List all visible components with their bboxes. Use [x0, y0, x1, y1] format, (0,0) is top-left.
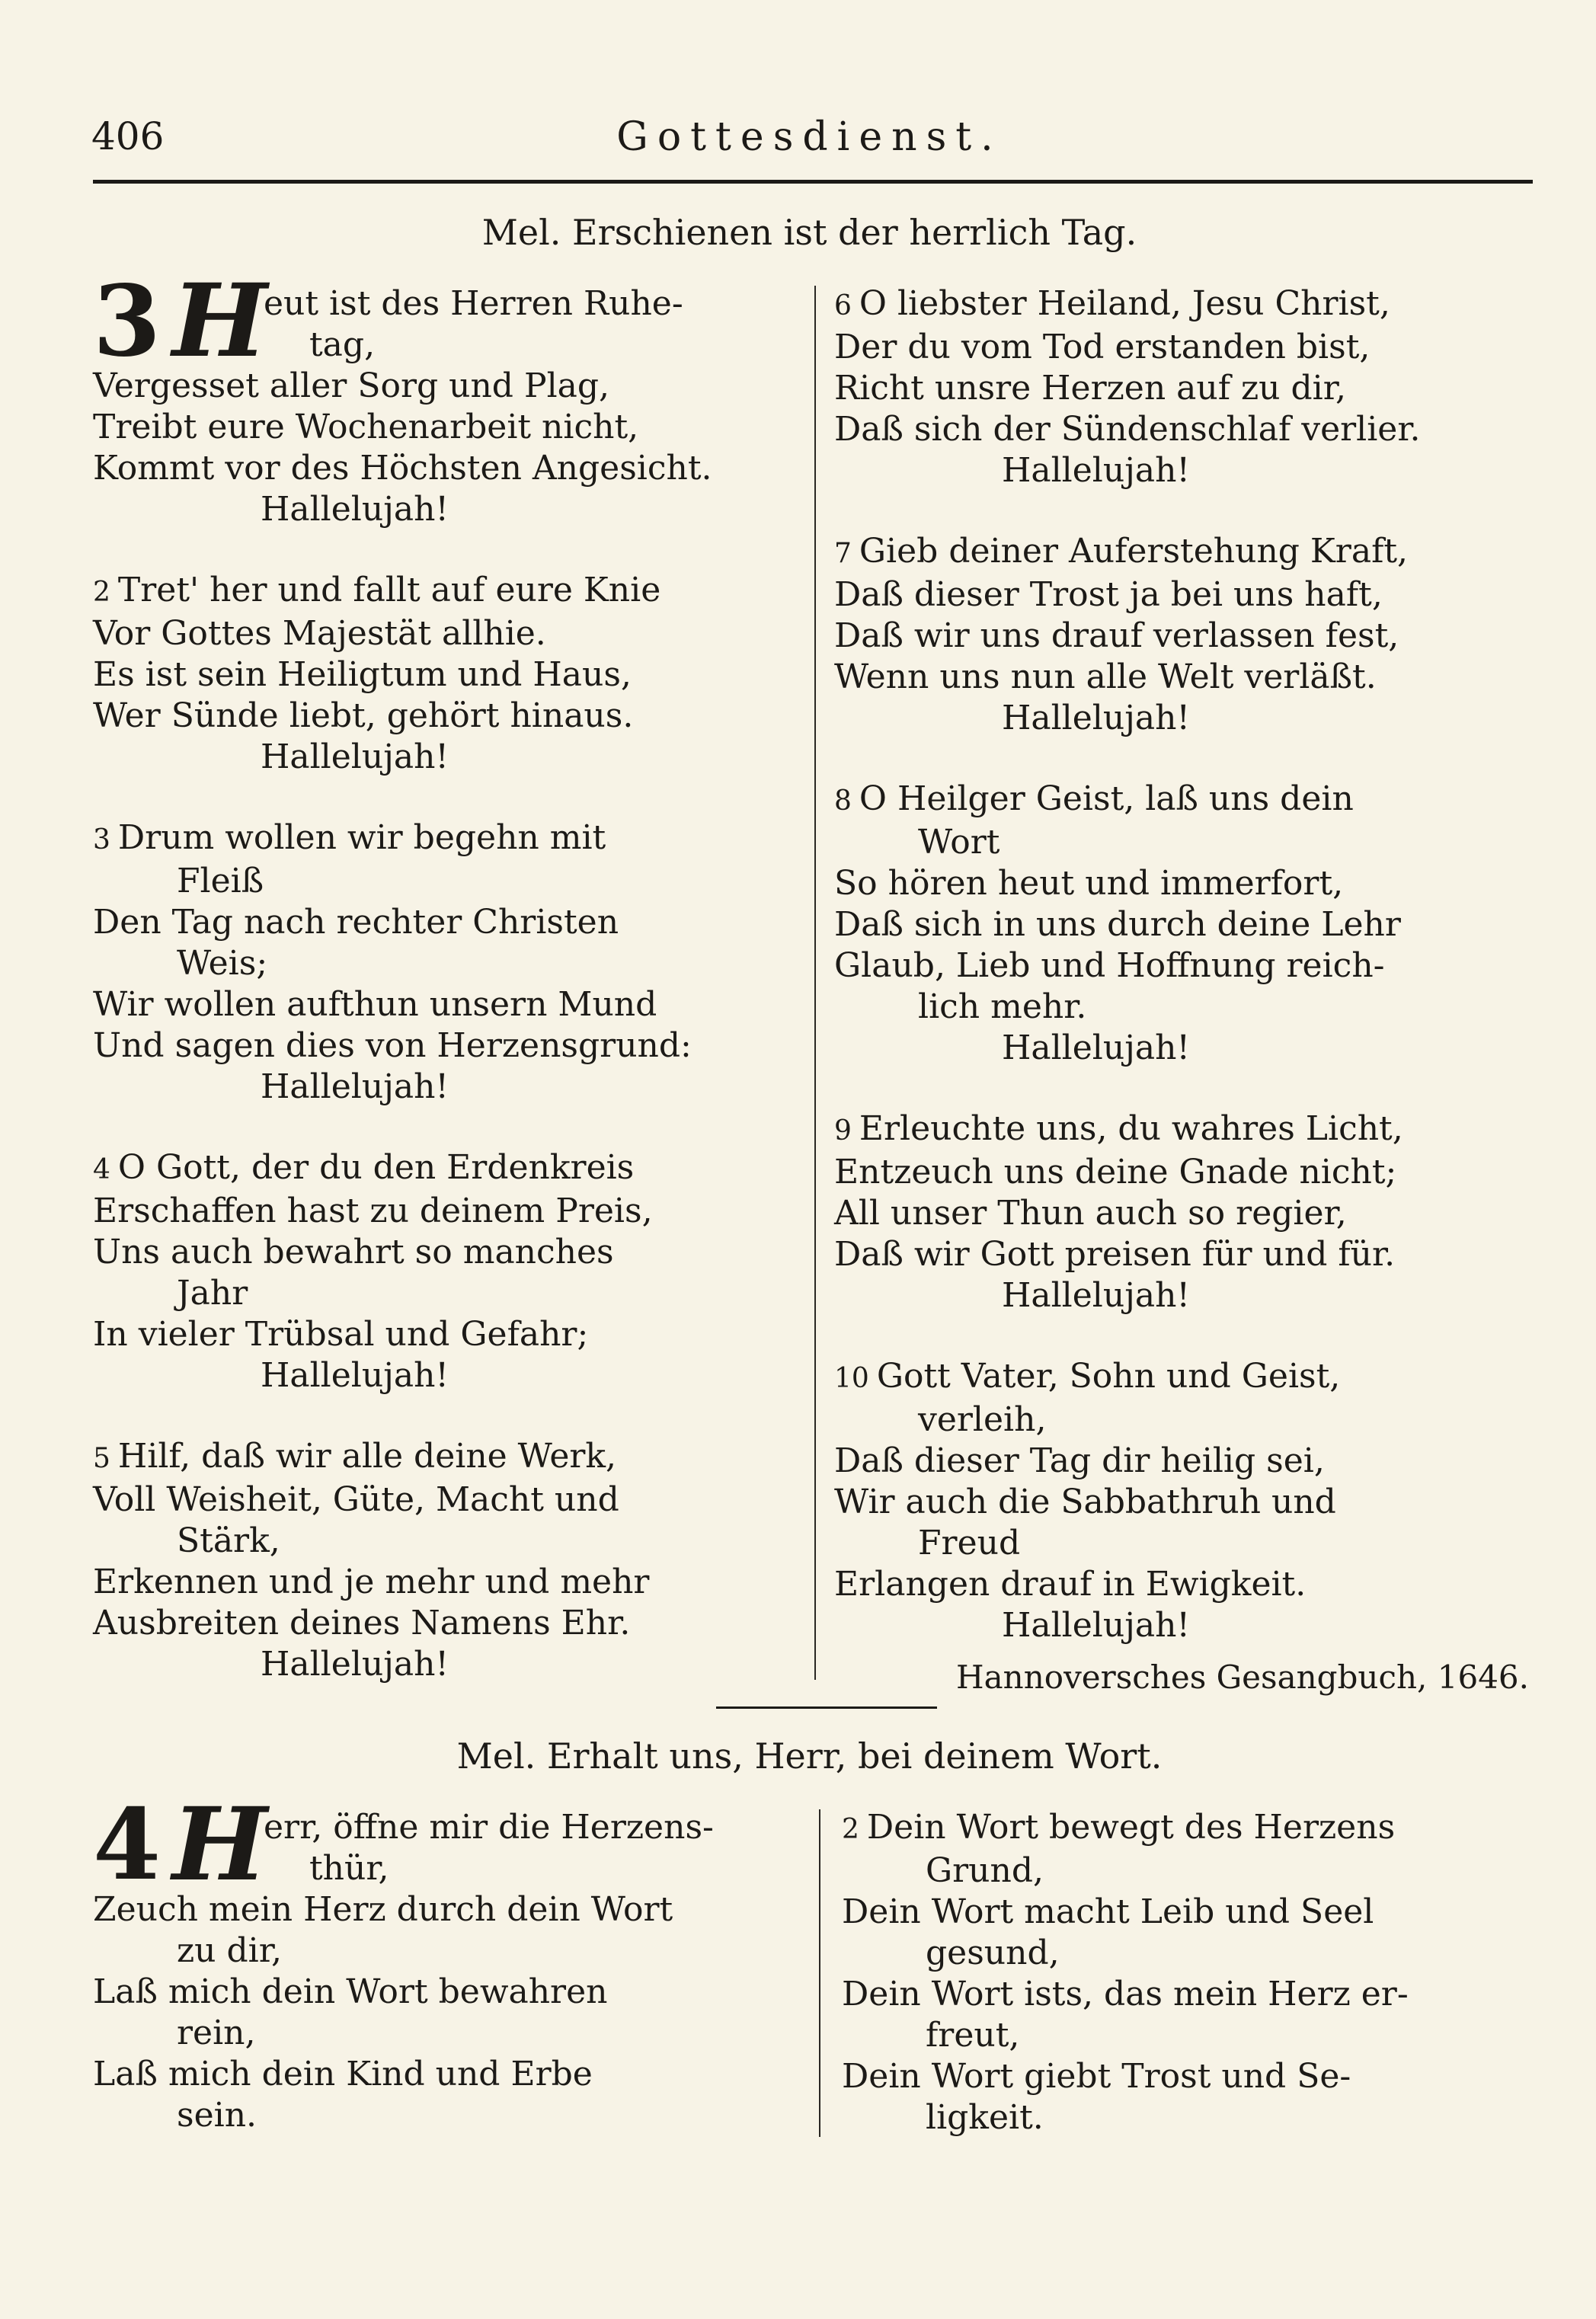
- verse-line: Richt unsre Herzen auf zu dir,: [834, 369, 1346, 408]
- refrain: Hallelujah!: [261, 1067, 449, 1106]
- verse-line: Weis;: [177, 944, 268, 983]
- verse-line: Gieb deiner Auferstehung Kraft,: [859, 532, 1409, 571]
- verse-line: Voll Weisheit, Güte, Macht und: [93, 1480, 619, 1519]
- stanza-number: 10: [834, 1363, 869, 1394]
- verse-line: Dein Wort ists, das mein Herz er-: [842, 1975, 1409, 2014]
- verse-line: rein,: [177, 2014, 256, 2052]
- refrain: Hallelujah!: [1002, 1028, 1191, 1067]
- verse-line: Erleuchte uns, du wahres Licht,: [859, 1109, 1403, 1148]
- refrain: Hallelujah!: [1002, 1276, 1191, 1315]
- verse-line: Daß sich in uns durch deine Lehr: [834, 905, 1401, 944]
- hymn-4-stanza-2: [842, 1807, 1543, 2138]
- page-header: [91, 108, 1527, 163]
- verse-line: tag,: [309, 325, 376, 364]
- hymn-3-left-column: [93, 262, 801, 1725]
- verse-line: Erkennen und je mehr und mehr: [93, 1563, 650, 1601]
- verse-line: In vieler Trübsal und Gefahr;: [93, 1315, 589, 1354]
- hymn-4-stanza-1: [93, 1786, 801, 2136]
- verse-line: Treibt eure Wochenarbeit nicht,: [93, 408, 639, 446]
- hymn-3-right-column: [834, 283, 1543, 1698]
- hymn-number: 4: [93, 1788, 162, 1902]
- verse-line: Vor Gottes Majestät allhie.: [93, 614, 546, 653]
- verse-line: Wer Sünde liebt, gehört hinaus.: [93, 696, 634, 735]
- hymn-3-stanza-2: [93, 570, 801, 778]
- hymn-3-stanza-10: [834, 1356, 1543, 1646]
- verse-line: Laß mich dein Wort bewahren: [93, 1972, 608, 2011]
- hymn-4-right-column: [842, 1807, 1543, 2178]
- verse-line: So hören heut und immerfort,: [834, 864, 1344, 903]
- verse-line: O Gott, der du den Erdenkreis: [117, 1148, 635, 1187]
- verse-line: Freud: [918, 1524, 1021, 1563]
- verse-line: Tret' her und fallt auf eure Knie: [117, 571, 661, 609]
- verse-line: Jahr: [177, 1274, 248, 1313]
- refrain: Hallelujah!: [261, 1356, 449, 1395]
- hymn-3-stanza-8: [834, 779, 1543, 1069]
- hymn-3-stanza-4: [93, 1147, 801, 1396]
- verse-line: verleih,: [918, 1400, 1047, 1439]
- page-number: 406: [91, 114, 165, 158]
- verse-line: Daß dieser Trost ja bei uns haft,: [834, 575, 1383, 614]
- hymn-3-melody: Mel. Erschienen ist der herrlich Tag.: [481, 212, 1137, 253]
- verse-line: Fleiß: [177, 862, 264, 900]
- verse-line: sein.: [177, 2096, 257, 2135]
- verse-line: freut,: [926, 2016, 1020, 2055]
- verse-line: Wir wollen aufthun unsern Mund: [93, 985, 657, 1024]
- verse-line: Dein Wort giebt Trost und Se-: [842, 2057, 1351, 2096]
- verse-line: Daß dieser Tag dir heilig sei,: [834, 1441, 1325, 1480]
- refrain: Hallelujah!: [1002, 699, 1191, 737]
- verse-line: Dein Wort bewegt des Herzens: [866, 1808, 1396, 1847]
- verse-line: Den Tag nach rechter Christen: [93, 903, 619, 942]
- verse-line: Der du vom Tod erstanden bist,: [834, 328, 1371, 366]
- stanza-number: 2: [93, 577, 110, 608]
- hymn-3-stanza-5: [93, 1436, 801, 1685]
- verse-line: gesund,: [926, 1934, 1060, 1972]
- running-title: Gottesdienst.: [616, 114, 1003, 160]
- drop-cap: H: [172, 262, 267, 380]
- hymn-4-melody: Mel. Erhalt uns, Herr, bei deinem Wort.: [456, 1735, 1163, 1777]
- verse-line: Und sagen dies von Herzensgrund:: [93, 1026, 692, 1065]
- verse-line: Vergesset aller Sorg und Plag,: [93, 366, 610, 405]
- verse-line: Wort: [918, 823, 1000, 862]
- verse-line: err, öffne mir die Herzens-: [264, 1808, 714, 1847]
- column-divider: [819, 1809, 820, 2137]
- verse-line: Zeuch mein Herz durch dein Wort: [93, 1890, 673, 1929]
- hymn-3-stanza-1: [93, 262, 801, 530]
- verse-line: zu dir,: [177, 1931, 282, 1970]
- verse-line: Erlangen drauf in Ewigkeit.: [834, 1565, 1307, 1604]
- hymn-3-stanza-9: [834, 1108, 1543, 1316]
- verse-line: Kommt vor des Höchsten Angesicht.: [93, 449, 712, 488]
- refrain: Hallelujah!: [1002, 1606, 1191, 1645]
- verse-line: Drum wollen wir begehn mit: [117, 818, 606, 857]
- verse-line: Erschaffen hast zu deinem Preis,: [93, 1191, 653, 1230]
- stanza-number: 2: [842, 1814, 859, 1845]
- verse-line: Uns auch bewahrt so manches: [93, 1233, 614, 1271]
- stanza-number: 6: [834, 290, 852, 321]
- stanza-number: 7: [834, 538, 852, 569]
- stanza-number: 4: [93, 1154, 110, 1185]
- drop-cap: H: [172, 1786, 267, 1904]
- stanza-number: 9: [834, 1115, 852, 1147]
- verse-line: O liebster Heiland, Jesu Christ,: [859, 284, 1390, 323]
- verse-line: Glaub, Lieb und Hoffnung reich-: [834, 946, 1385, 985]
- stanza-number: 3: [93, 824, 110, 856]
- verse-line: Stärk,: [177, 1521, 280, 1560]
- verse-line: Ausbreiten deines Namens Ehr.: [93, 1604, 631, 1642]
- verse-line: All unser Thun auch so regier,: [834, 1194, 1347, 1233]
- stanza-number: 8: [834, 785, 852, 817]
- verse-line: lich mehr.: [918, 987, 1087, 1026]
- refrain: Hallelujah!: [1002, 451, 1191, 490]
- hymn-3-stanza-7: [834, 531, 1543, 739]
- verse-line: Wir auch die Sabbathruh und: [834, 1483, 1336, 1521]
- header-rule: [93, 180, 1533, 184]
- verse-line: Hilf, daß wir alle deine Werk,: [117, 1437, 617, 1476]
- verse-line: eut ist des Herren Ruhe-: [264, 284, 683, 323]
- hymn-number: 3: [93, 264, 162, 379]
- verse-line: Es ist sein Heiligtum und Haus,: [93, 655, 632, 694]
- verse-line: Entzeuch uns deine Gnade nicht;: [834, 1153, 1397, 1191]
- hymn-4-left-column: [93, 1786, 801, 2176]
- verse-line: O Heilger Geist, laß uns dein: [859, 779, 1354, 818]
- verse-line: Daß sich der Sündenschlaf verlier.: [834, 410, 1421, 449]
- verse-line: Grund,: [926, 1851, 1044, 1890]
- refrain: Hallelujah!: [261, 737, 449, 776]
- hymn-3-stanza-6: [834, 283, 1543, 491]
- refrain: Hallelujah!: [261, 1645, 449, 1684]
- refrain: Hallelujah!: [261, 490, 449, 529]
- verse-line: Laß mich dein Kind und Erbe: [93, 2055, 593, 2093]
- verse-line: Daß wir Gott preisen für und für.: [834, 1235, 1396, 1274]
- hymn-3-stanza-3: [93, 817, 801, 1108]
- hymn-separator-rule: [716, 1706, 937, 1709]
- verse-line: thür,: [309, 1849, 389, 1888]
- stanza-number: 5: [93, 1443, 110, 1474]
- verse-line: ligkeit.: [926, 2098, 1044, 2137]
- verse-line: Dein Wort macht Leib und Seel: [842, 1892, 1374, 1931]
- verse-line: Wenn uns nun alle Welt verläßt.: [834, 657, 1377, 696]
- column-divider: [814, 286, 816, 1680]
- hymn-source: Hannoversches Gesangbuch, 1646.: [956, 1658, 1529, 1696]
- verse-line: Daß wir uns drauf verlassen fest,: [834, 616, 1399, 655]
- verse-line: Gott Vater, Sohn und Geist,: [876, 1357, 1341, 1396]
